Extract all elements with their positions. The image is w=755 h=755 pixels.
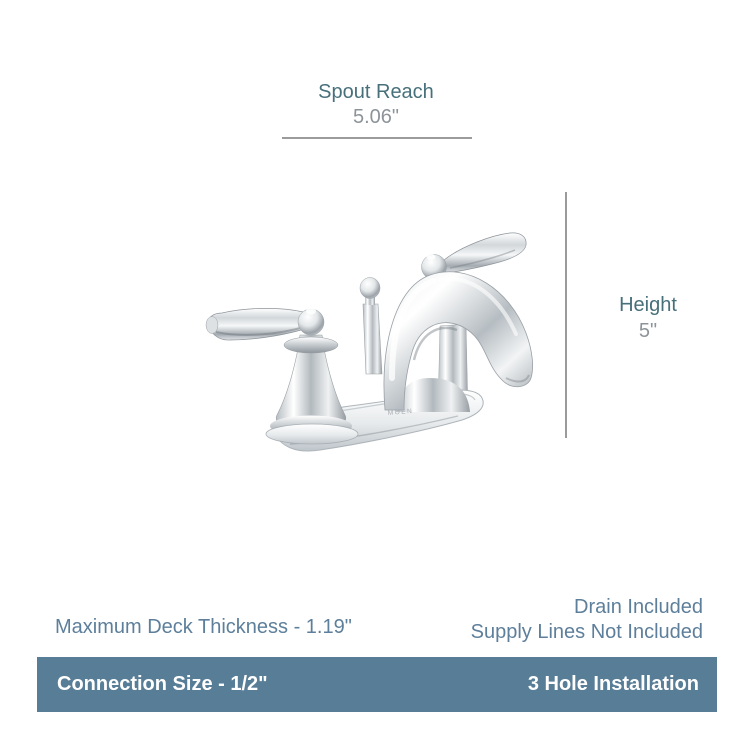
note-supply-lines: Supply Lines Not Included: [470, 621, 703, 643]
spec-banner: [37, 657, 717, 712]
height-value: 5": [638, 320, 658, 342]
deck-thickness-text: Maximum Deck Thickness - 1.19": [55, 616, 352, 638]
left-handle-base: [266, 335, 358, 444]
lift-rod: [360, 278, 382, 375]
faucet-illustration: [200, 228, 535, 456]
height-block: [596, 292, 700, 344]
height-dimension-line: [565, 192, 567, 438]
brand-mark: MOEN: [387, 407, 414, 417]
spout-reach-label: Spout Reach: [318, 81, 434, 103]
banner-hole-installation: 3 Hole Installation: [527, 673, 699, 695]
right-handle: [422, 233, 527, 280]
height-label: Height: [619, 294, 677, 316]
spout-reach-value: 5.06": [352, 106, 400, 128]
note-drain-included: Drain Included: [574, 596, 703, 618]
spout-reach-block: [280, 80, 472, 130]
banner-connection-size: Connection Size - 1/2": [57, 673, 268, 695]
included-notes: [471, 595, 703, 645]
spout-reach-dimension-line: [282, 137, 472, 139]
